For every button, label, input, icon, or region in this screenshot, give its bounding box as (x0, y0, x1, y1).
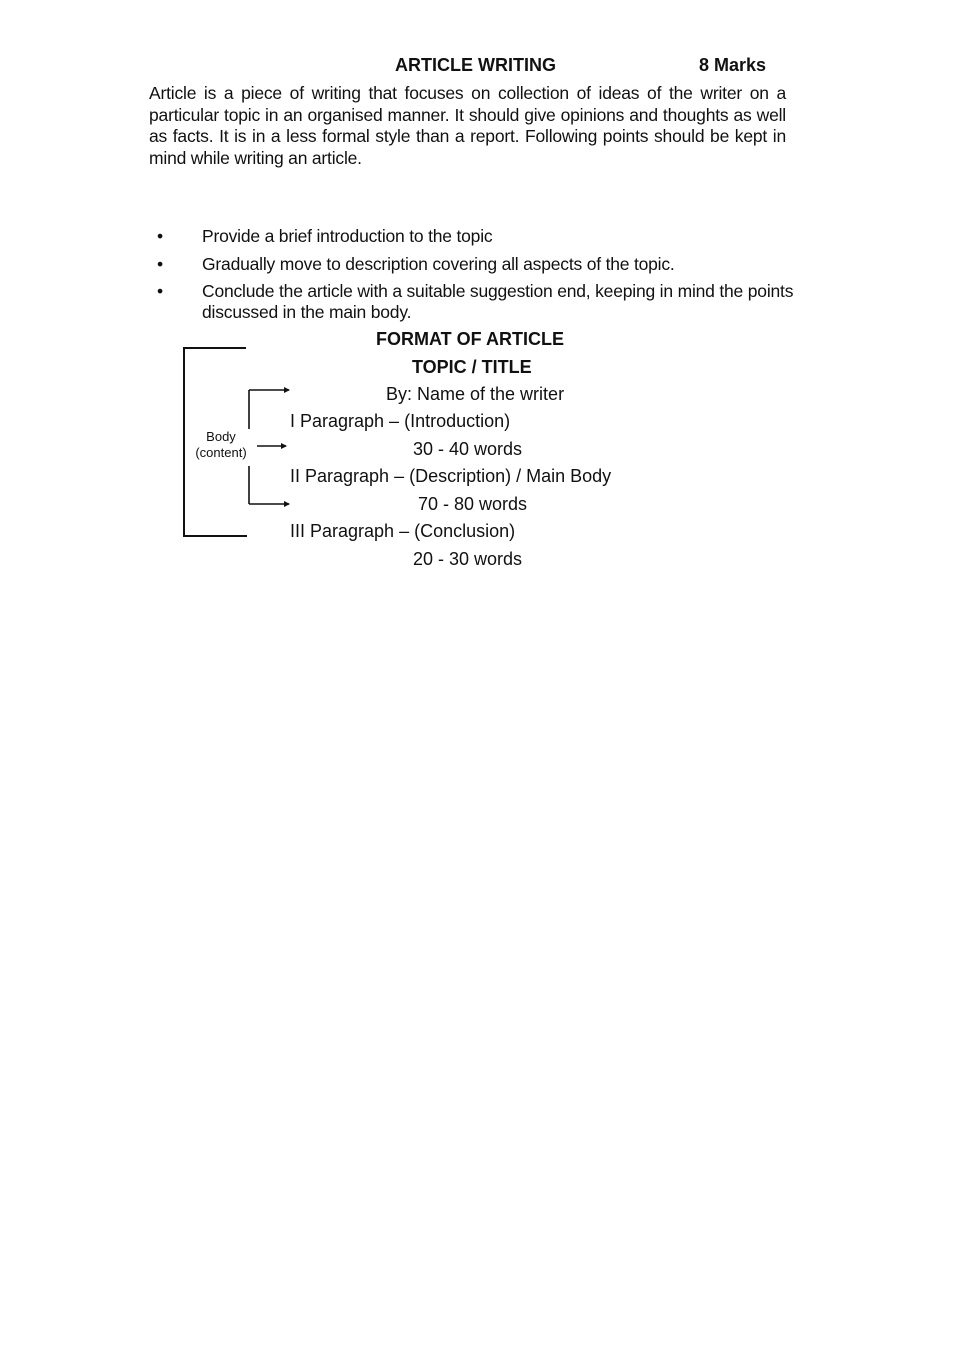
body-content-label (188, 429, 254, 461)
bullet-icon: • (157, 226, 163, 246)
intro-paragraph: Article is a piece of writing that focuses on collection of ideas of the writer on a particular topic in an organised manner. It should give opinions and thoughts as well as facts. It is in a less formal style than a report. Following points should be kept in mind while writing an article. (149, 83, 786, 168)
bullet-icon: • (157, 253, 163, 274)
body-label-line1: Body (206, 429, 236, 444)
paragraph-3: III Paragraph – (Conclusion) (290, 521, 516, 541)
list-item (149, 226, 809, 247)
paragraph-2: II Paragraph – (Description) / Main Body (290, 466, 612, 486)
body-label-line2: (content) (195, 445, 247, 460)
format-heading: FORMAT OF ARTICLE (376, 329, 564, 349)
list-item (149, 281, 809, 323)
marks-label: 8 Marks (699, 55, 767, 75)
paragraph-1-words: 30 - 40 words (413, 439, 523, 459)
page-title: ARTICLE WRITING (395, 55, 556, 75)
byline: By: Name of the writer (386, 384, 565, 404)
paragraph-3-words: 20 - 30 words (413, 549, 523, 569)
paragraph-2-words: 70 - 80 words (418, 494, 528, 514)
list-item (149, 254, 809, 275)
points-list (149, 226, 809, 330)
point-text: Provide a brief introduction to the topic (202, 226, 493, 246)
point-text: Conclude the article with a suitable suggestion end, keeping in mind the points discussed in the main body. (202, 281, 794, 322)
bullet-icon: • (157, 281, 163, 301)
paragraph-1: I Paragraph – (Introduction) (290, 411, 511, 431)
point-text: Gradually move to description covering all aspects of the topic. (202, 253, 675, 274)
topic-title: TOPIC / TITLE (412, 357, 532, 377)
